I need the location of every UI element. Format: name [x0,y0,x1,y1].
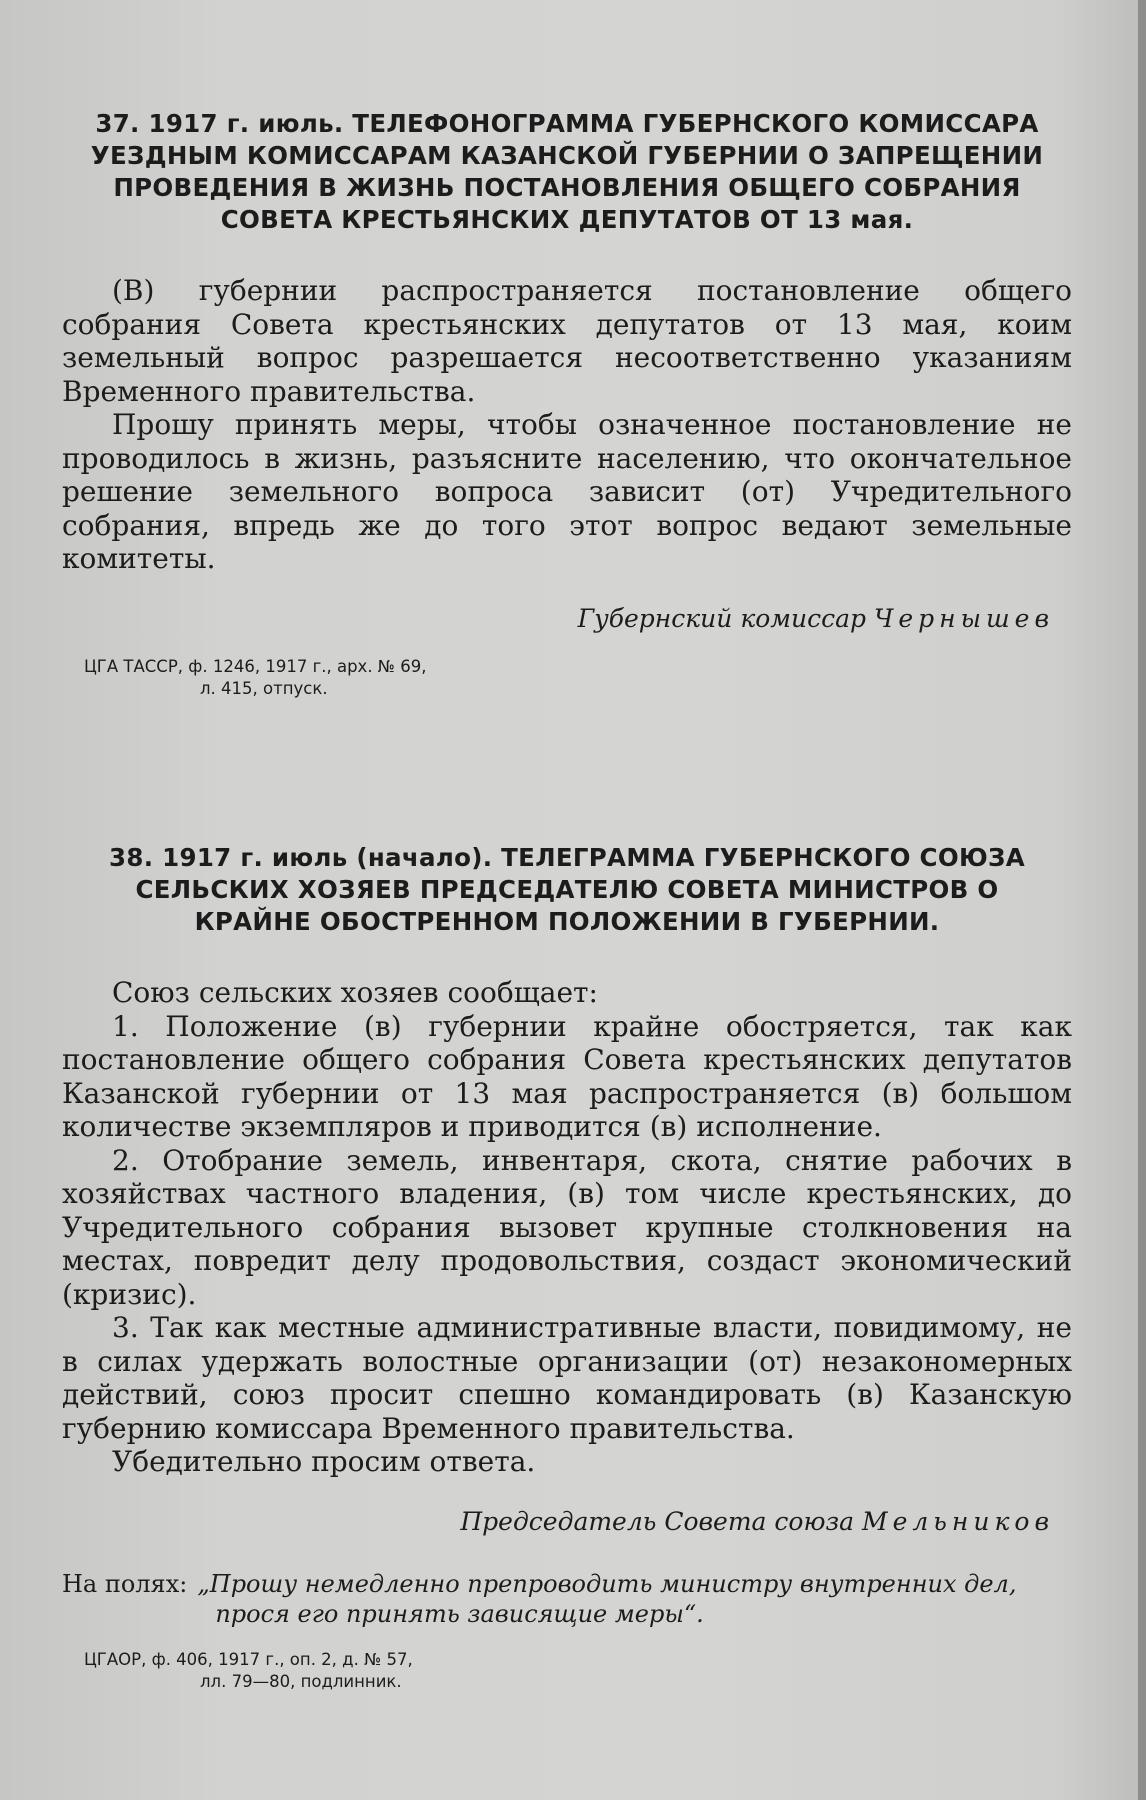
margin-note-line: прося его принять зависящие меры“. [215,1599,704,1628]
paragraph: Убедительно просим ответа. [112,1445,536,1478]
document-heading [62,842,1072,938]
paragraph: 1. Положение (в) губернии крайне обостряется, так как постановление общего собрания Совета крестьянских депутатов Казанской губернии от 13 мая распространяется (в) большом количестве экземпляров и приводится (в) исполнение. [62,1009,1072,1143]
heading-line: СЕЛЬСКИХ ХОЗЯЕВ ПРЕДСЕДАТЕЛЮ СОВЕТА МИНИСТРОВ О [135,875,999,904]
paragraph: Прошу принять меры, чтобы означенное постановление не проводилось в жизнь, разъясните населению, что окончательное решение земельного вопроса зависит (от) Учредительного собрания, впредь же до того этот вопрос ведают земельные комитеты. [62,408,1072,575]
document-heading [62,108,1072,236]
signature-title: Губернский комиссар [577,603,867,633]
paragraph: 2. Отобрание земель, инвентаря, скота, снятие рабочих в хозяйствах частного владения, (в) том числе крестьянских, до Учредительного собрания вызовет крупные столкновения на местах, повредит делу продовольствия, создаст экономический (кризис). [62,1143,1072,1311]
paragraph: Союз сельских хозяев сообщает: [112,976,598,1009]
document-37 [62,108,1072,700]
paragraph: (В) губернии распространяется постановление общего собрания Совета крестьянских депутатов от 13 мая, коим земельный вопрос разрешается несоответственно указаниям Временного правительства. [62,274,1072,408]
margin-note-text [197,1569,1016,1629]
heading-line: 38. 1917 г. июль (начало). ТЕЛЕГРАММА ГУБЕРНСКОГО СОЮЗА [109,843,1025,872]
signature-name: Мельников [861,1506,1054,1536]
archive-reference [84,1649,1072,1693]
archive-line: лл. 79—80, подлинник. [200,1671,402,1691]
page-edge-shadow [1138,0,1146,1800]
signature [62,1505,1072,1539]
heading-line: 37. 1917 г. июль. ТЕЛЕФОНОГРАММА ГУБЕРНСКОГО КОМИССАРА [95,109,1039,138]
archive-line: л. 415, отпуск. [200,678,328,698]
heading-line: ПРОВЕДЕНИЯ В ЖИЗНЬ ПОСТАНОВЛЕНИЯ ОБЩЕГО СОБРАНИЯ [113,173,1021,202]
margin-note [62,1569,1072,1629]
heading-line: УЕЗДНЫМ КОМИССАРАМ КАЗАНСКОЙ ГУБЕРНИИ О ЗАПРЕЩЕНИИ [90,141,1044,170]
document-body [62,976,1072,1479]
signature-title: Председатель Совета союза [460,1506,855,1536]
heading-line: СОВЕТА КРЕСТЬЯНСКИХ ДЕПУТАТОВ ОТ 13 мая. [220,205,914,234]
signature [62,602,1072,636]
archive-line: ЦГАОР, ф. 406, 1917 г., оп. 2, д. № 57, [84,1649,413,1669]
archive-reference [84,656,1072,700]
archive-line: ЦГА ТАССР, ф. 1246, 1917 г., арх. № 69, [84,656,427,676]
heading-line: КРАЙНЕ ОБОСТРЕННОМ ПОЛОЖЕНИИ В ГУБЕРНИИ. [194,907,940,936]
margin-note-label: На полях: [62,1569,188,1598]
margin-note-line: „Прошу немедленно препроводить министру внутренних дел, [197,1569,1017,1598]
document-body [62,274,1072,576]
document-38 [62,842,1072,1693]
signature-name: Чернышев [874,603,1054,633]
paragraph: 3. Так как местные административные власти, повидимому, не в силах удержать волостные организации (от) незакономерных действий, союз просит спешно командировать (в) Казанскую губернию комиссара Временного правительства. [62,1311,1072,1445]
